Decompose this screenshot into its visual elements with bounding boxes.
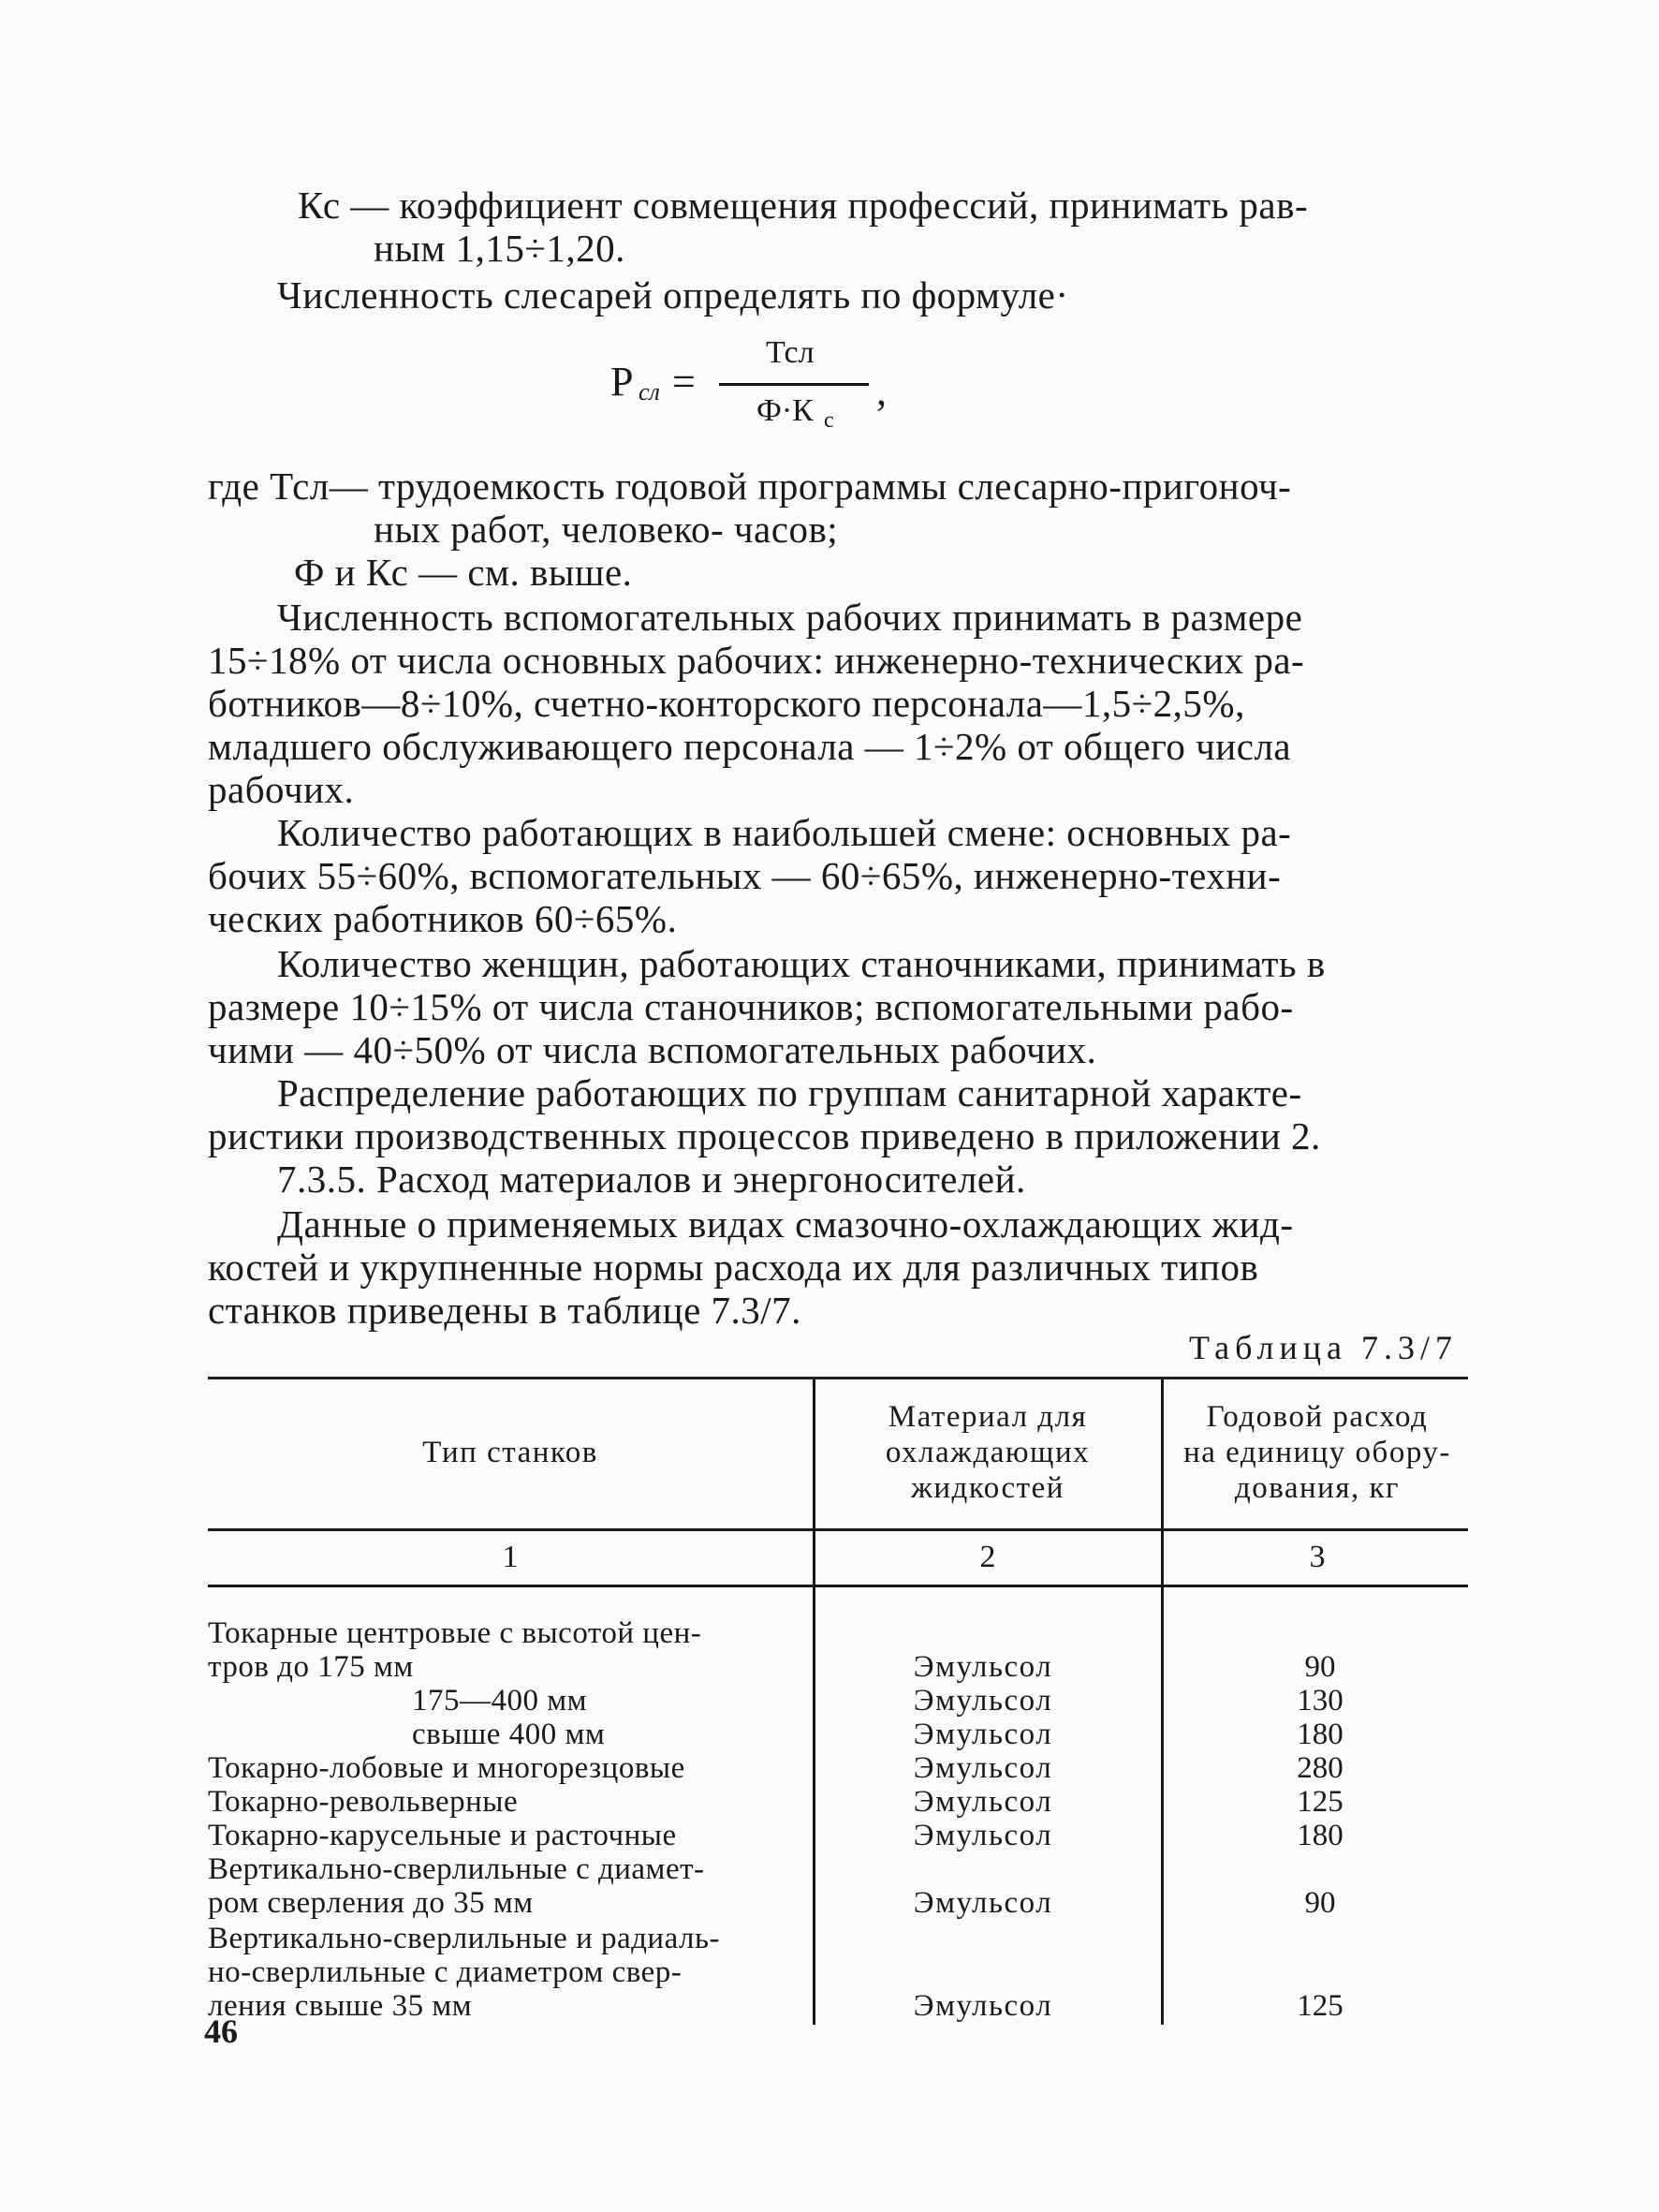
formula-lhs-sub: сл — [639, 378, 660, 406]
paragraph-aux-workers-line2: 15÷18% от числа основных рабочих: инженерно-технических ра- — [208, 639, 1305, 682]
row1-type-line1: Токарные центровые с высотой цен- — [208, 1616, 702, 1650]
header-annual-consumption-line3: дования, кг — [1234, 1471, 1401, 1505]
row2-material: Эмульсол — [913, 1684, 1053, 1718]
row1-material: Эмульсол — [913, 1650, 1053, 1684]
row8-type-line2: но-сверлильные с диаметром свер- — [208, 1955, 683, 1989]
row6-type: Токарно-карусельные и расточные — [208, 1819, 677, 1852]
paragraph-aux-workers-line4: младшего обслуживающего персонала — 1÷2% от общего числа — [208, 725, 1292, 768]
row8-type-line3: ления свыше 35 мм — [208, 1989, 473, 2023]
row8-material: Эмульсол — [913, 1989, 1053, 2023]
formula-lhs: Р — [610, 359, 634, 405]
paragraph-women-line2: размере 10÷15% от числа станочников; вспомогательными рабо- — [208, 985, 1294, 1028]
row7-type-line1: Вертикально-сверлильные с диамет- — [208, 1852, 705, 1886]
formula-numerator: Тсл — [766, 335, 815, 370]
formula-comma: , — [876, 368, 887, 414]
row7-consumption: 90 — [1304, 1886, 1336, 1920]
paragraph-tsl-line2: ных работ, человеко- часов; — [374, 508, 839, 551]
header-coolant-material — [815, 1399, 1161, 1506]
paragraph-shift-line3: ческих работников 60÷65%. — [208, 897, 678, 940]
row2-type: 175—400 мм — [412, 1684, 588, 1718]
row5-type: Токарно-револьверные — [208, 1785, 519, 1819]
row1-consumption: 90 — [1304, 1650, 1336, 1684]
header-annual-consumption-line2: на единицу обору- — [1183, 1436, 1451, 1469]
formula-denominator-sub: с — [824, 408, 834, 433]
row6-consumption: 180 — [1297, 1819, 1343, 1852]
paragraph-distribution-line2: ристики производственных процессов приведено в приложении 2. — [208, 1114, 1321, 1158]
paragraph-coolants-line2: костей и укрупненные нормы расхода их для различных типов — [208, 1246, 1259, 1289]
row3-consumption: 180 — [1297, 1718, 1343, 1751]
header-annual-consumption — [1165, 1399, 1470, 1506]
row5-consumption: 125 — [1297, 1785, 1343, 1819]
row5-material: Эмульсол — [913, 1785, 1053, 1819]
formula-eq: = — [672, 359, 696, 405]
header-machine-type: Тип станков — [422, 1436, 598, 1469]
row4-material: Эмульсол — [913, 1751, 1053, 1785]
row4-type: Токарно-лобовые и многорезцовые — [208, 1751, 685, 1785]
paragraph-shift-line2: бочих 55÷60%, вспомогательных — 60÷65%, инженерно-техни- — [208, 854, 1282, 897]
header-coolant-material-line2: охлаждающих — [885, 1436, 1091, 1469]
column-number-2: 2 — [979, 1540, 996, 1574]
column-number-3: 3 — [1309, 1540, 1326, 1574]
paragraph-see-above: Ф и Кс — см. выше. — [294, 551, 633, 594]
paragraph-tsl-line1: где Тсл— трудоемкость годовой программы слесарно-пригоноч- — [208, 465, 1292, 508]
header-coolant-material-line1: Материал для — [888, 1400, 1088, 1434]
row3-material: Эмульсол — [913, 1718, 1053, 1751]
row1-type-line2: тров до 175 мм — [208, 1650, 414, 1684]
paragraph-women-line1: Количество женщин, работающих станочниками, принимать в — [277, 942, 1326, 985]
table-divider-2 — [1161, 1377, 1164, 2025]
page-number: 46 — [204, 2013, 238, 2050]
paragraph-aux-workers-line3: ботников—8÷10%, счетно-конторского персонала—1,5÷2,5%, — [208, 682, 1245, 725]
paragraph-coolants-line3: станков приведены в таблице 7.3/7. — [208, 1289, 801, 1332]
table-caption: Таблица 7.3/7 — [1189, 1329, 1458, 1366]
paragraph-coolants-line1: Данные о применяемых видах смазочно-охлаждающих жид- — [277, 1202, 1294, 1246]
header-annual-consumption-line1: Годовой расход — [1206, 1400, 1429, 1434]
formula-fraction-bar — [719, 383, 869, 386]
formula-denominator: Ф·К — [756, 393, 814, 428]
row6-material: Эмульсол — [913, 1819, 1053, 1852]
row8-type-line1: Вертикально-сверлильные и радиаль- — [208, 1922, 721, 1955]
row2-consumption: 130 — [1297, 1684, 1343, 1718]
paragraph-kc-line2: ным 1,15÷1,20. — [374, 227, 625, 270]
paragraph-shift-line1: Количество работающих в наибольшей смене: основных ра- — [277, 811, 1292, 854]
row3-type: свыше 400 мм — [412, 1718, 606, 1751]
paragraph-aux-workers-line5: рабочих. — [208, 768, 355, 811]
column-number-1: 1 — [502, 1540, 519, 1574]
row8-consumption: 125 — [1297, 1989, 1343, 2023]
section-heading-7-3-5: 7.3.5. Расход материалов и энергоносителей. — [277, 1158, 1026, 1201]
row4-consumption: 280 — [1297, 1751, 1343, 1785]
paragraph-distribution-line1: Распределение работающих по группам санитарной характе- — [277, 1071, 1302, 1114]
row7-material: Эмульсол — [913, 1886, 1053, 1920]
paragraph-formula-intro: Численность слесарей определять по формуле· — [277, 273, 1069, 317]
table-number-rule — [208, 1585, 1468, 1587]
row7-type-line2: ром сверления до 35 мм — [208, 1886, 534, 1920]
paragraph-kc-line1: Кс — коэффициент совмещения профессий, принимать рав- — [298, 184, 1309, 227]
header-coolant-material-line3: жидкостей — [911, 1471, 1064, 1505]
table-header-rule — [208, 1528, 1468, 1531]
paragraph-aux-workers-line1: Численность вспомогательных рабочих принимать в размере — [277, 596, 1303, 639]
table-top-rule — [208, 1377, 1468, 1379]
paragraph-women-line3: чими — 40÷50% от числа вспомогательных рабочих. — [208, 1028, 1097, 1071]
